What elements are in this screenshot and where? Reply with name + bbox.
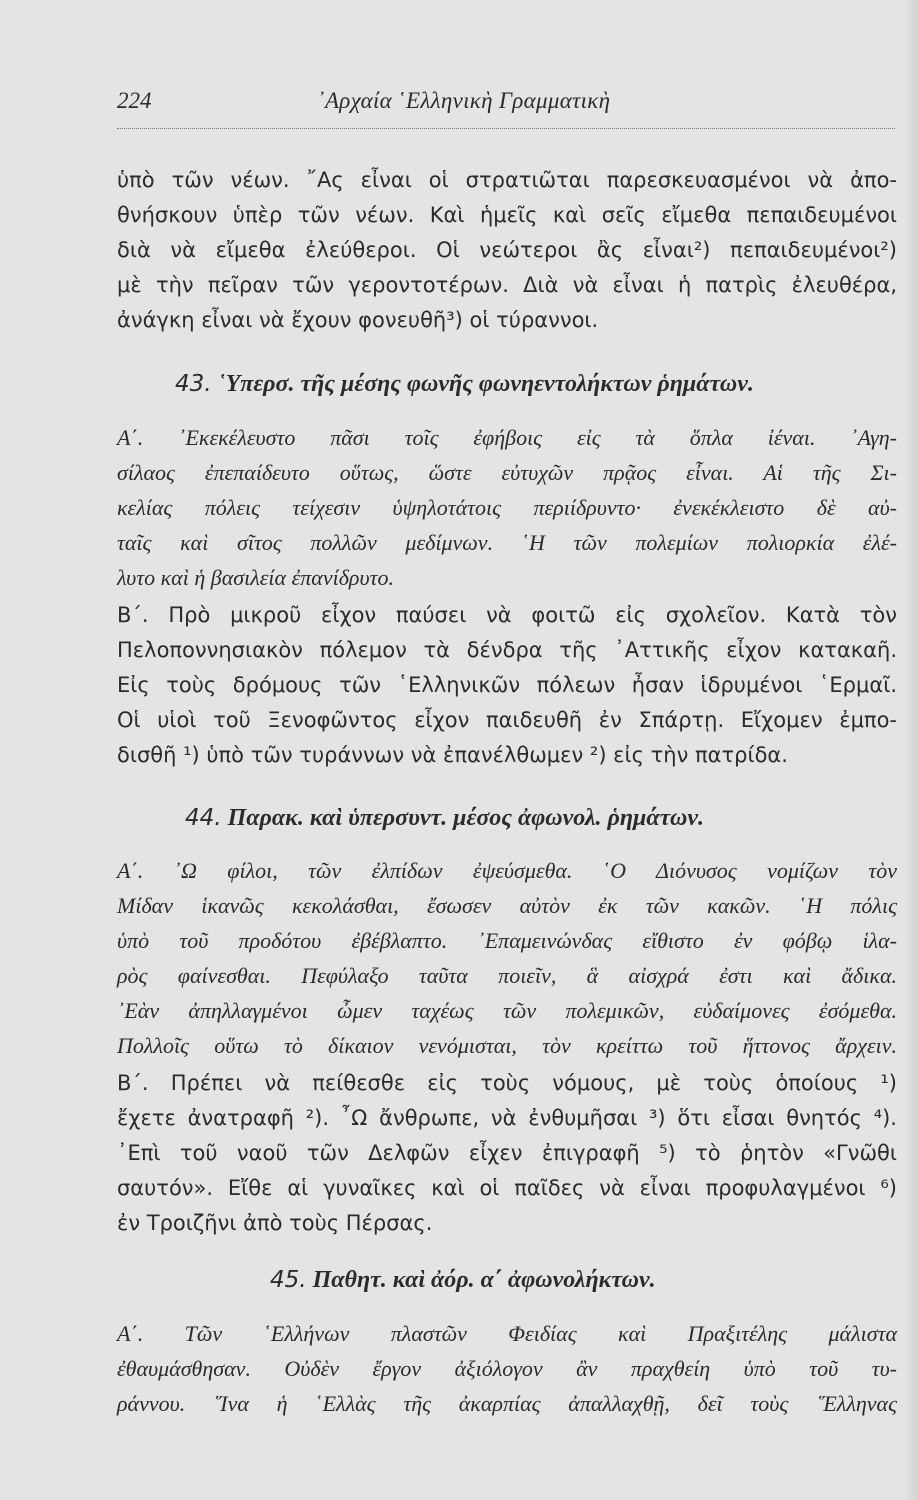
section-number: 43.	[175, 371, 212, 397]
exercise-line: ράννου. ῞Ινα ἡ ῾Ελλὰς τῆς ἀκαρπίας ἀπαλλαχθῇ, δεῖ τοὺς ῞Ελληνας	[117, 1391, 897, 1416]
exercise-line: κελίας πόλεις τείχεσιν ὑψηλοτάτοις περιίδρυντο· ἐνεκέκλειστο δὲ αὐ-	[117, 495, 897, 520]
exercise-line: ἐν Τροιζῆνι ἀπὸ τοὺς Πέρσας.	[117, 1211, 433, 1235]
exercise-line: Α΄. Τῶν ῾Ελλήνων πλαστῶν Φειδίας καὶ Πραξιτέλης μάλιστα	[117, 1321, 897, 1346]
text-line: θνήσκουν ὑπὲρ τῶν νέων. Καὶ ἡμεῖς καὶ σεῖς εἴμεθα πεπαιδευμένοι	[117, 203, 897, 227]
header-rule	[117, 128, 895, 129]
page-header	[117, 88, 897, 118]
section-title: Παθητ. καὶ ἀόρ. α΄ ἀφωνολήκτων.	[312, 1267, 656, 1293]
exercise-line: Οἱ υἱοὶ τοῦ Ξενοφῶντος εἶχον παιδευθῆ ἐν Σπάρτῃ. Εἴχομεν ἐμπο-	[117, 708, 897, 732]
exercise-line: Πελοποννησιακὸν πόλεμον τὰ δένδρα τῆς ᾿Αττικῆς εἶχον κατακαῆ.	[117, 638, 897, 662]
running-title: ᾿Αρχαία ῾Ελληνικὴ Γραμματικὴ	[317, 88, 611, 113]
text-line: μὲ τὴν πεῖραν τῶν γεροντοτέρων. Διὰ νὰ εἶναι ἡ πατρὶς ἐλευθέρα,	[117, 273, 897, 297]
exercise-line: σίλαος ἐπεπαίδευτο οὕτως, ὥστε εὐτυχῶν πρᾷος εἶναι. Αἱ τῆς Σι-	[117, 460, 897, 485]
page-number: 224	[117, 88, 152, 113]
text-line: διὰ νὰ εἴμεθα ἐλεύθεροι. Οἱ νεώτεροι ἂς εἶναι²) πεπαιδευμένοι²)	[117, 238, 897, 262]
section-number: 44.	[185, 805, 222, 831]
exercise-line: ᾿Εὰν ἀπηλλαγμένοι ὦμεν ταχέως τῶν πολεμικῶν, εὐδαίμονες ἐσόμεθα.	[117, 998, 897, 1023]
exercise-line: Β΄. Πρέπει νὰ πείθεσθε εἰς τοὺς νόμους, μὲ τοὺς ὁποίους ¹)	[117, 1071, 897, 1095]
exercise-line: Πολλοῖς οὕτω τὸ δίκαιον νενόμισται, τὸν κρείττω τοῦ ἥττονος ἄρχειν.	[117, 1033, 897, 1058]
exercise-line: ᾿Επὶ τοῦ ναοῦ τῶν Δελφῶν εἶχεν ἐπιγραφῆ ⁵) τὸ ῥητὸν «Γνῶθι	[117, 1141, 897, 1165]
exercise-line: Β΄. Πρὸ μικροῦ εἶχον παύσει νὰ φοιτῶ εἰς σχολεῖον. Κατὰ τὸν	[117, 603, 897, 627]
exercise-line: Εἰς τοὺς δρόμους τῶν ῾Ελληνικῶν πόλεων ἦσαν ἱδρυμένοι ῾Ερμαῖ.	[117, 673, 897, 697]
exercise-line: λυτο καὶ ἡ βασιλεία ἐπανίδρυτο.	[117, 565, 394, 590]
section-heading-43	[175, 366, 754, 402]
section-heading-45	[270, 1262, 656, 1298]
exercise-line: ἐθαυμάσθησαν. Οὐδὲν ἔργον ἀξιόλογον ἂν πραχθείη ὑπὸ τοῦ τυ-	[117, 1356, 897, 1381]
section-heading-44	[185, 800, 704, 836]
exercise-line: Μίδαν ἱκανῶς κεκολάσθαι, ἔσωσεν αὐτὸν ἐκ τῶν κακῶν. ῾Η πόλις	[117, 893, 897, 918]
exercise-line: ὑπὸ τοῦ προδότου ἐβέβλαπτο. ᾿Επαμεινώνδας εἴθιστο ἐν φόβῳ ἱλα-	[117, 928, 897, 953]
text-line: ὑπὸ τῶν νέων. ῎Ας εἶναι οἱ στρατιῶται παρεσκευασμένοι νὰ ἀπο-	[117, 168, 897, 192]
exercise-line: ρὸς φαίνεσθαι. Πεφύλαξο ταῦτα ποιεῖν, ἃ αἰσχρά ἐστι καὶ ἄδικα.	[117, 963, 897, 988]
exercise-line: ταῖς καὶ σῖτος πολλῶν μεδίμνων. ῾Η τῶν πολεμίων πολιορκία ἐλέ-	[117, 530, 897, 555]
exercise-line: Α΄. ᾿Ω φίλοι, τῶν ἐλπίδων ἐψεύσμεθα. ῾Ο Διόνυσος νομίζων τὸν	[117, 858, 897, 883]
page-edge-shadow	[904, 0, 918, 1500]
exercise-line: σαυτόν». Εἴθε αἱ γυναῖκες καὶ οἱ παῖδες νὰ εἶναι προφυλαγμένοι ⁶)	[117, 1176, 897, 1200]
exercise-line: Α΄. ᾿Εκεκέλευστο πᾶσι τοῖς ἐφήβοις εἰς τὰ ὅπλα ἰέναι. ᾿Αγη-	[117, 425, 897, 450]
exercise-line: ἔχετε ἀνατραφῆ ²). ῏Ω ἄνθρωπε, νὰ ἐνθυμῆσαι ³) ὅτι εἶσαι θνητός ⁴).	[117, 1106, 897, 1130]
exercise-line: δισθῆ ¹) ὑπὸ τῶν τυράννων νὰ ἐπανέλθωμεν ²) εἰς τὴν πατρίδα.	[117, 743, 788, 767]
text-line: ἀνάγκη εἶναι νὰ ἔχουν φονευθῆ³) οἱ τύραννοι.	[117, 308, 599, 332]
section-title: ῾Υπερσ. τῆς μέσης φωνῆς φωνηεντολήκτων ῥημάτων.	[217, 371, 754, 397]
section-title: Παρακ. καὶ ὑπερσυντ. μέσος ἀφωνολ. ῥημάτων.	[227, 805, 704, 831]
section-number: 45.	[270, 1267, 307, 1293]
